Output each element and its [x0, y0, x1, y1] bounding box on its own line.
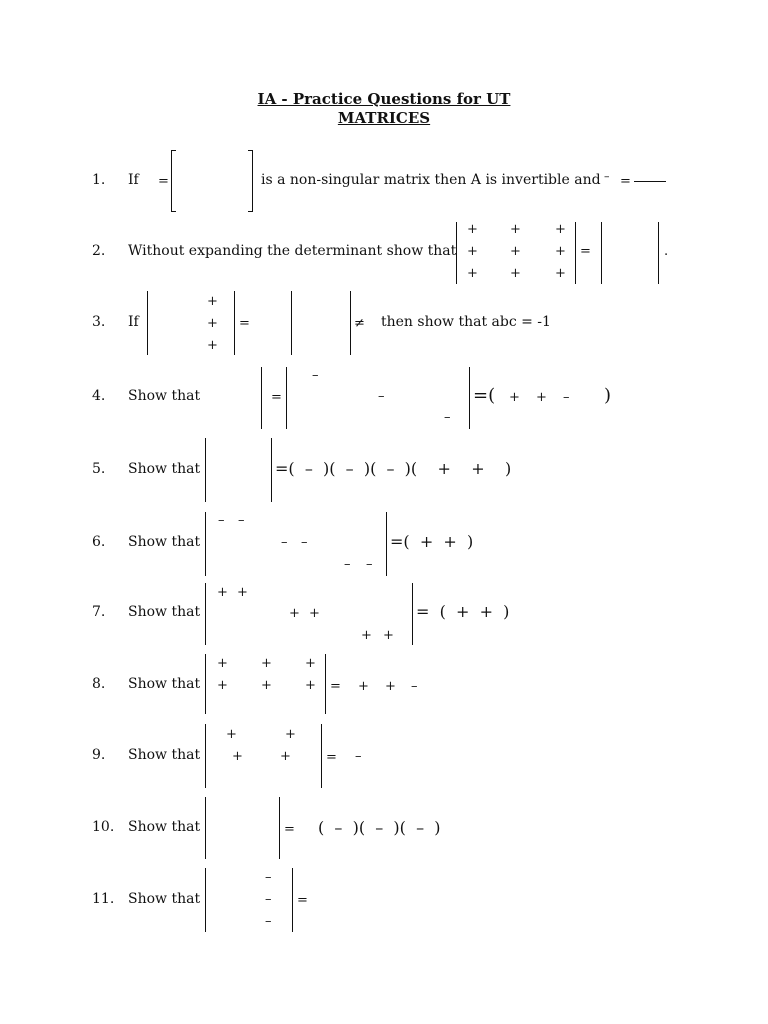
plus-sign: +: [217, 585, 228, 600]
plus-sign: +: [385, 679, 396, 694]
plus-sign: +: [226, 727, 237, 742]
question-2-period: .: [664, 244, 669, 259]
plus-sign: +: [555, 222, 566, 237]
plus-sign: +: [261, 678, 272, 693]
determinant-bar: [469, 367, 470, 429]
question-number-8: 8.: [92, 676, 106, 692]
plus-sign: +: [555, 266, 566, 281]
question-8-lead: Show that: [128, 676, 201, 692]
plus-sign: +: [305, 656, 316, 671]
determinant-bar: [386, 512, 387, 576]
question-11-equals: =: [297, 893, 308, 908]
determinant-bar: [271, 438, 272, 502]
question-number-9: 9.: [92, 747, 106, 763]
plus-sign: +: [285, 727, 296, 742]
determinant-bar: [321, 724, 322, 788]
minus-sign: –: [281, 535, 288, 550]
plus-sign: +: [510, 244, 521, 259]
plus-sign: +: [305, 678, 316, 693]
minus-sign: –: [563, 390, 570, 405]
determinant-bar: [412, 583, 413, 645]
determinant-bar: [205, 512, 206, 576]
determinant-bar: [601, 222, 602, 284]
question-9-lead: Show that: [128, 747, 201, 763]
question-11-lead: Show that: [128, 891, 201, 907]
question-7-lead: Show that: [128, 604, 201, 620]
determinant-bar: [350, 291, 351, 355]
minus-sign: –: [218, 513, 225, 528]
determinant-bar: [658, 222, 659, 284]
question-9-equals: =: [326, 750, 337, 765]
minus-sign: –: [265, 892, 272, 907]
question-8-equals: =: [330, 679, 341, 694]
question-number-5: 5.: [92, 461, 106, 477]
plus-sign: +: [309, 606, 320, 621]
minus-sign: –: [411, 679, 418, 694]
question-2-lead: Without expanding the determinant show that: [128, 243, 457, 259]
plus-sign: +: [555, 244, 566, 259]
plus-sign: +: [289, 606, 300, 621]
question-3-equals: =: [239, 316, 250, 331]
page-subtitle: MATRICES: [337, 109, 431, 127]
determinant-bar: [325, 654, 326, 714]
plus-sign: +: [358, 679, 369, 694]
question-4-equals: =: [271, 390, 282, 405]
page-title: IA - Practice Questions for UT: [257, 90, 511, 108]
question-number-4: 4.: [92, 388, 106, 404]
determinant-bar: [205, 438, 206, 502]
determinant-bar: [291, 291, 292, 355]
fraction-bar: [634, 181, 666, 182]
matrix-left-bracket: [171, 150, 176, 212]
question-7-rhs: = ( + + ): [416, 602, 510, 621]
determinant-bar: [205, 868, 206, 932]
question-number-6: 6.: [92, 534, 106, 550]
question-2-equals: =: [580, 244, 591, 259]
minus-sign: –: [344, 557, 351, 572]
plus-sign: +: [467, 266, 478, 281]
plus-sign: +: [237, 585, 248, 600]
question-5-lead: Show that: [128, 461, 201, 477]
determinant-bar: [147, 291, 148, 355]
question-3-lead: If: [128, 314, 139, 330]
minus-sign: –: [444, 410, 451, 425]
determinant-bar: [261, 367, 262, 429]
plus-sign: +: [217, 656, 228, 671]
plus-sign: +: [467, 244, 478, 259]
question-number-1: 1.: [92, 172, 106, 188]
question-number-10: 10.: [92, 819, 115, 835]
minus-sign: –: [301, 535, 308, 550]
plus-sign: +: [361, 628, 372, 643]
determinant-bar: [575, 222, 576, 284]
minus-sign: –: [265, 914, 272, 929]
question-1-equals-2: =: [620, 174, 631, 189]
question-5-rhs: =( – )( – )( – )( + + ): [275, 459, 512, 478]
question-number-7: 7.: [92, 604, 106, 620]
question-1-equals: =: [158, 174, 169, 189]
minus-sign: –: [238, 513, 245, 528]
minus-sign: –: [312, 368, 319, 383]
determinant-bar: [205, 797, 206, 859]
plus-sign: +: [232, 749, 243, 764]
minus-sign: –: [265, 870, 272, 885]
question-10-equals: =: [284, 822, 295, 837]
question-number-11: 11.: [92, 891, 115, 907]
plus-sign: +: [207, 316, 218, 331]
question-number-2: 2.: [92, 243, 106, 259]
matrix-right-bracket: [248, 150, 253, 212]
question-4-rhs-open: =(: [473, 385, 496, 406]
determinant-bar: [205, 583, 206, 645]
plus-sign: +: [510, 266, 521, 281]
determinant-bar: [205, 724, 206, 788]
plus-sign: +: [207, 338, 218, 353]
inverse-superscript: –: [604, 170, 610, 183]
plus-sign: +: [536, 390, 547, 405]
minus-sign: –: [378, 389, 385, 404]
plus-sign: +: [280, 749, 291, 764]
question-4-lead: Show that: [128, 388, 201, 404]
question-number-3: 3.: [92, 314, 106, 330]
question-6-rhs: =( + + ): [390, 532, 474, 551]
determinant-bar: [286, 367, 287, 429]
determinant-bar: [205, 654, 206, 714]
question-3-text: then show that abc = -1: [381, 314, 551, 330]
determinant-bar: [456, 222, 457, 284]
not-equal-sign: ≠: [354, 316, 365, 331]
plus-sign: +: [261, 656, 272, 671]
determinant-bar: [234, 291, 235, 355]
plus-sign: +: [467, 222, 478, 237]
question-1-text: is a non-singular matrix then A is invertible and: [261, 172, 601, 188]
minus-sign: –: [355, 749, 362, 764]
determinant-bar: [279, 797, 280, 859]
plus-sign: +: [509, 390, 520, 405]
question-4-rhs-close: ): [604, 385, 612, 406]
plus-sign: +: [510, 222, 521, 237]
question-1-lead: If: [128, 172, 139, 188]
question-10-rhs: ( – )( – )( – ): [318, 818, 441, 837]
question-6-lead: Show that: [128, 534, 201, 550]
plus-sign: +: [383, 628, 394, 643]
plus-sign: +: [217, 678, 228, 693]
minus-sign: –: [366, 557, 373, 572]
plus-sign: +: [207, 294, 218, 309]
question-10-lead: Show that: [128, 819, 201, 835]
determinant-bar: [292, 868, 293, 932]
